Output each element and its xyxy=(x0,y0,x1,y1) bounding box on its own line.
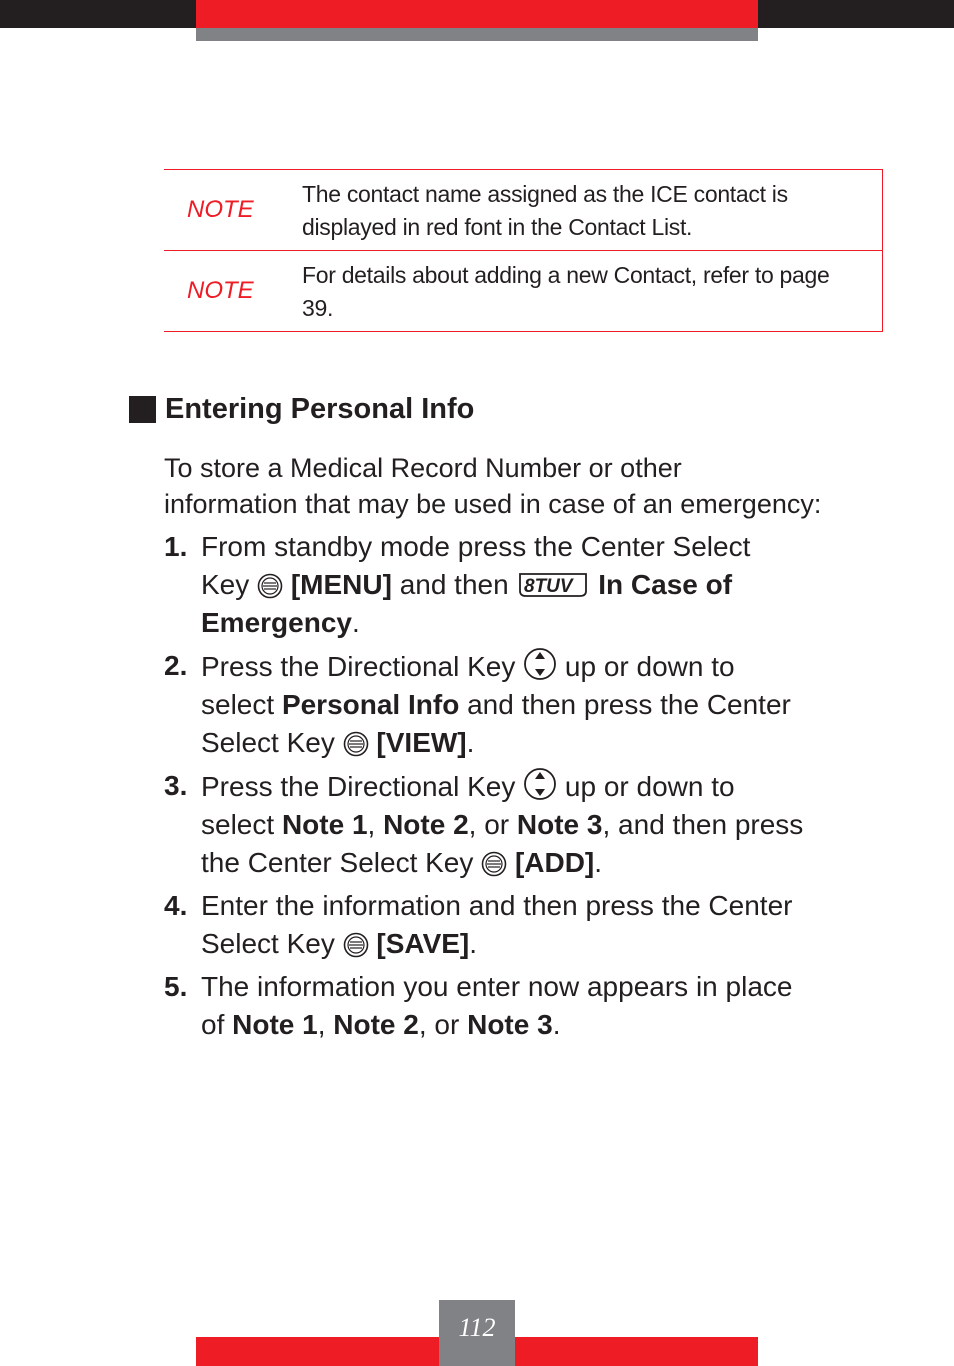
page-number: 112 xyxy=(439,1300,515,1366)
square-bullet-icon xyxy=(129,396,156,423)
list-item: 4. Enter the information and then press the Center Select Key [SAVE]. xyxy=(164,887,894,963)
list-item: 5. The information you enter now appears in place of Note 1, Note 2, or Note 3. xyxy=(164,968,894,1044)
svg-text:8TUV: 8TUV xyxy=(524,576,574,597)
directional-key-icon xyxy=(523,767,557,801)
top-gray-bar xyxy=(196,28,758,41)
steps-list xyxy=(164,528,894,1049)
step-number: 1. xyxy=(164,531,188,562)
step-number: 4. xyxy=(164,890,188,921)
step-number: 2. xyxy=(164,650,188,681)
center-select-key-icon xyxy=(257,573,283,599)
step-number: 3. xyxy=(164,770,188,801)
note-text: For details about adding a new Contact, refer to page 39. xyxy=(302,262,830,321)
section-title: Entering Personal Info xyxy=(165,393,475,425)
list-item: 1. From standby mode press the Center Select Key [MENU] and then 8TUV In Case of Emergency. xyxy=(164,528,894,642)
step-number: 5. xyxy=(164,971,188,1002)
intro-paragraph: To store a Medical Record Number or other information that may be used in case of an emergency: xyxy=(164,453,822,519)
center-select-key-icon xyxy=(481,851,507,877)
list-item: 2. Press the Directional Key up or down to select Personal Info and then press the Center Select Key [VIEW]. xyxy=(164,647,894,762)
key-8-tuv-icon xyxy=(516,571,590,599)
section-heading xyxy=(129,393,474,426)
note-row xyxy=(164,251,883,332)
list-item: 3. Press the Directional Key up or down to select Note 1, Note 2, or Note 3, and then press the Center Select Key [ADD]. xyxy=(164,767,894,882)
note-label: NOTE xyxy=(187,277,254,304)
center-select-key-icon xyxy=(343,731,369,757)
note-text: The contact name assigned as the ICE contact is displayed in red font in the Contact List. xyxy=(302,181,788,240)
notes-table xyxy=(164,169,883,332)
top-red-tab xyxy=(196,0,758,28)
directional-key-icon xyxy=(523,647,557,681)
note-label: NOTE xyxy=(187,196,254,223)
center-select-key-icon xyxy=(343,932,369,958)
note-row xyxy=(164,170,883,251)
